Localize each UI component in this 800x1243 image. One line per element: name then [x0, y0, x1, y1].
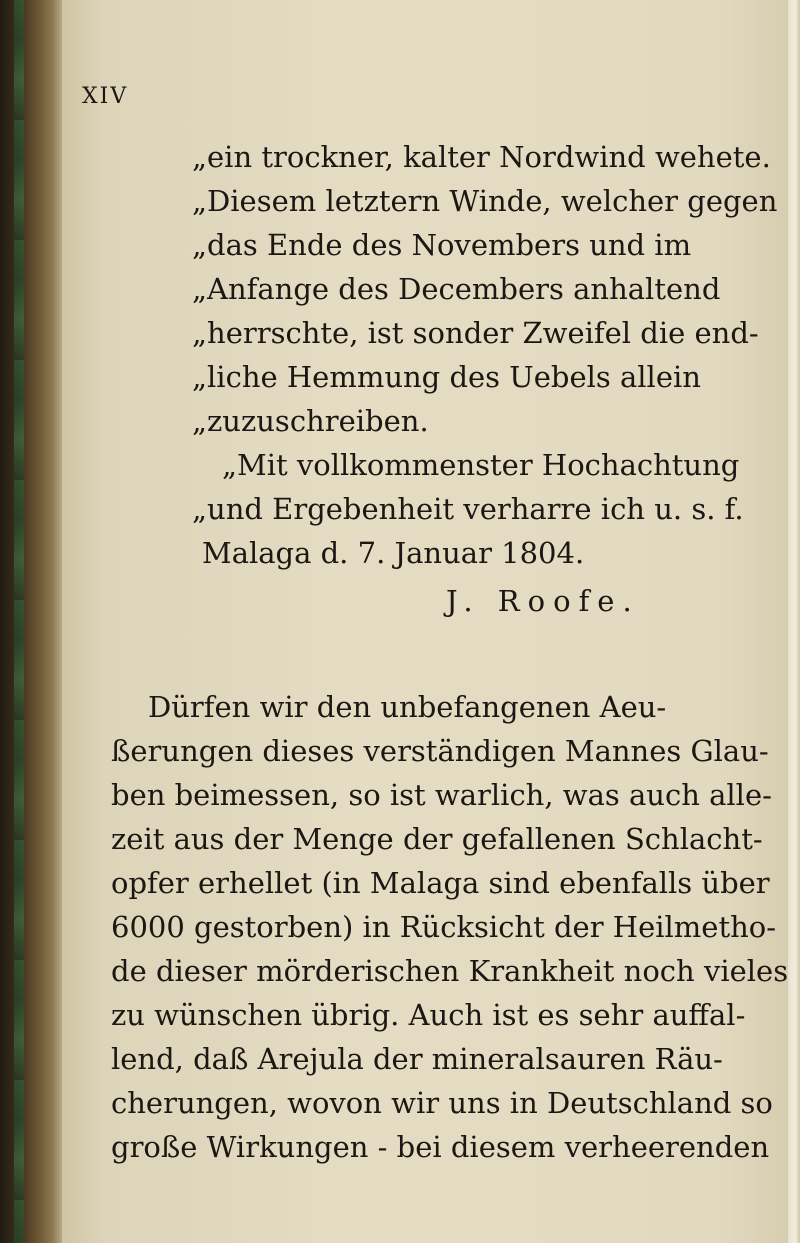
spine-binding-strip	[14, 0, 24, 1243]
letter-line: „herrschte, ist sonder Zweifel die end-	[192, 316, 759, 350]
letter-line: „Diesem letztern Winde, welcher gegen	[192, 184, 778, 218]
page-number: XIV	[82, 84, 129, 109]
body-line: zeit aus der Menge der gefallenen Schlacht-	[111, 822, 763, 856]
body-line: 6000 gestorben) in Rücksicht der Heilmetho-	[111, 910, 777, 944]
book-spine	[0, 0, 62, 1243]
letter-line: „das Ende des Novembers und im	[192, 228, 692, 262]
letter-line: „liche Hemmung des Uebels allein	[192, 360, 701, 394]
letter-line: „Mit vollkommenster Hochachtung	[222, 448, 740, 482]
letter-line: „Anfange des Decembers anhaltend	[192, 272, 721, 306]
body-line: Dürfen wir den unbefangenen Aeu-	[148, 690, 667, 724]
letter-line: „zuzuschreiben.	[192, 404, 429, 438]
signature: J. Roofe.	[446, 584, 640, 618]
body-line: große Wirkungen - bei diesem verheerenden	[111, 1130, 770, 1164]
letter-dateline: Malaga d. 7. Januar 1804.	[202, 536, 585, 570]
letter-line: „und Ergebenheit verharre ich u. s. f.	[192, 492, 744, 526]
body-line: cherungen, wovon wir uns in Deutschland so	[111, 1086, 773, 1120]
body-line: ßerungen dieses verständigen Mannes Glau-	[111, 734, 769, 768]
body-line: zu wünschen übrig. Auch ist es sehr auffal-	[111, 998, 746, 1032]
body-line: lend, daß Arejula der mineralsauren Räu-	[111, 1042, 723, 1076]
body-line: ben beimessen, so ist warlich, was auch alle-	[111, 778, 772, 812]
letter-line: „ein trockner, kalter Nordwind wehete.	[192, 140, 771, 174]
body-line: de dieser mörderischen Krankheit noch vieles	[111, 954, 789, 988]
body-line: opfer erhellet (in Malaga sind ebenfalls über	[111, 866, 770, 900]
